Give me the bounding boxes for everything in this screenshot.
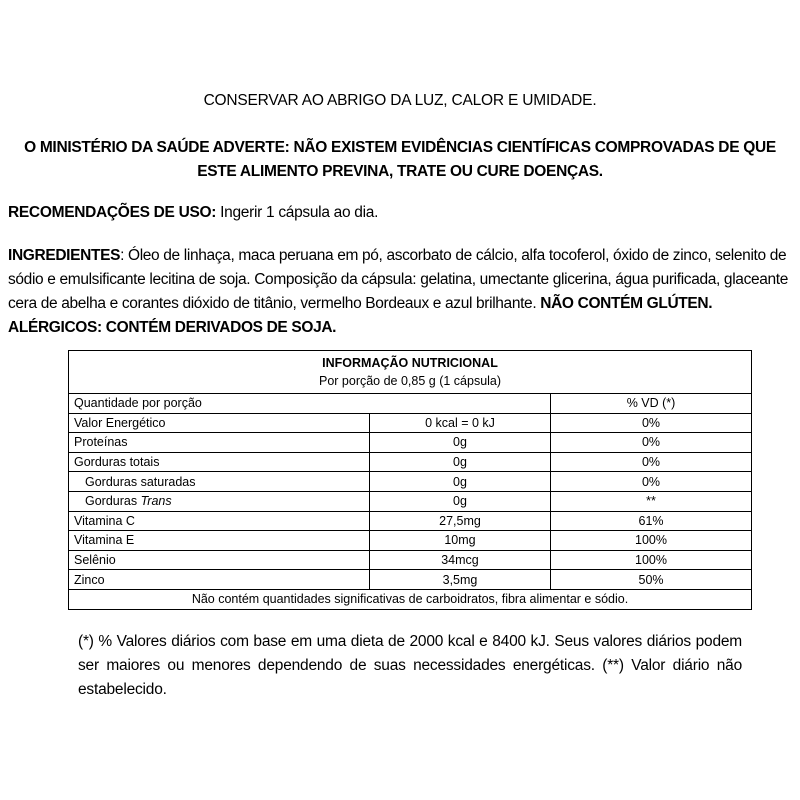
table-row	[69, 570, 752, 590]
nutrient-vd: 0%	[551, 472, 752, 492]
nutrition-table-title-cell	[69, 351, 752, 394]
usage-recommendation	[8, 204, 788, 222]
nutrient-amount: 0g	[370, 472, 551, 492]
table-row	[69, 413, 752, 433]
table-row	[69, 491, 752, 511]
nutrient-name-italic: Trans	[140, 494, 172, 509]
nutrition-table-title: INFORMAÇÃO NUTRICIONAL	[322, 356, 498, 370]
nutrient-name-prefix: Gorduras	[85, 494, 141, 509]
nutrient-name: Valor Energético	[69, 413, 370, 433]
nutrition-table-header-row	[69, 394, 752, 414]
nutrient-vd: 61%	[551, 511, 752, 531]
table-row	[69, 550, 752, 570]
nutrient-amount: 3,5mg	[370, 570, 551, 590]
ingredients-label: INGREDIENTES	[8, 247, 121, 264]
health-warning-line-2: ESTE ALIMENTO PREVINA, TRATE OU CURE DOENÇAS.	[197, 163, 603, 180]
nutrient-vd: **	[551, 491, 752, 511]
usage-label: RECOMENDAÇÕES DE USO:	[8, 204, 217, 221]
portion-header: Quantidade por porção	[69, 394, 551, 414]
nutrient-amount: 0g	[370, 491, 551, 511]
nutrient-name: Proteínas	[69, 433, 370, 453]
nutrient-amount: 34mcg	[370, 550, 551, 570]
nutrient-amount: 10mg	[370, 531, 551, 551]
nutrient-amount: 0 kcal = 0 kJ	[370, 413, 551, 433]
nutrient-amount: 27,5mg	[370, 511, 551, 531]
nutrient-vd: 0%	[551, 452, 752, 472]
nutrient-amount: 0g	[370, 433, 551, 453]
nutrient-amount: 0g	[370, 452, 551, 472]
nutrition-table	[68, 350, 752, 610]
table-row	[69, 511, 752, 531]
nutrient-name: Gorduras saturadas	[69, 472, 370, 492]
nutrition-table-footer-row	[69, 589, 752, 609]
nutrient-name	[69, 491, 370, 511]
nutrition-table-title-row	[69, 351, 752, 394]
nutrient-name: Zinco	[69, 570, 370, 590]
daily-value-footnote: (*) % Valores diários com base em uma dieta de 2000 kcal e 8400 kJ. Seus valores diários podem ser maiores ou menores dependendo de suas necessidades energéticas. (**) Valor diário não estabelecido.	[78, 633, 742, 698]
table-row	[69, 472, 752, 492]
ingredients-paragraph	[8, 244, 788, 340]
nutrient-name: Gorduras totais	[69, 452, 370, 472]
nutrient-vd: 0%	[551, 413, 752, 433]
health-warning	[14, 136, 786, 184]
table-row	[69, 531, 752, 551]
nutrient-name: Vitamina E	[69, 531, 370, 551]
storage-notice: CONSERVAR AO ABRIGO DA LUZ, CALOR E UMIDADE.	[203, 92, 597, 109]
ingredients-text: : Óleo de linhaça, maca peruana em pó, ascorbato de cálcio, alfa tocoferol, óxido de zinco, selenito de sódio e emulsificante lecitina de soja. Composição da cápsula: gelatina, umectante glicerina, água purificada, glaceante cera de abelha e corantes dióxido de titânio, vermelho Bordeaux e azul brilhante.	[8, 247, 789, 312]
nutrient-name: Selênio	[69, 550, 370, 570]
nutrient-vd: 0%	[551, 433, 752, 453]
vd-header: % VD (*)	[551, 394, 752, 414]
health-warning-line-1: O MINISTÉRIO DA SAÚDE ADVERTE: NÃO EXISTEM EVIDÊNCIAS CIENTÍFICAS COMPROVADAS DE QUE	[24, 139, 776, 156]
nutrition-table-footer: Não contém quantidades significativas de carboidratos, fibra alimentar e sódio.	[69, 589, 752, 609]
nutrient-name: Vitamina C	[69, 511, 370, 531]
usage-text: Ingerir 1 cápsula ao dia.	[216, 204, 379, 221]
allergen-notice: NÃO CONTÉM GLÚTEN. ALÉRGICOS: CONTÉM DERIVADOS DE SOJA.	[8, 295, 713, 336]
nutrition-table-subtitle: Por porção de 0,85 g (1 cápsula)	[318, 374, 502, 388]
nutrient-vd: 50%	[551, 570, 752, 590]
nutrient-vd: 100%	[551, 531, 752, 551]
nutrient-vd: 100%	[551, 550, 752, 570]
table-row	[69, 433, 752, 453]
table-row	[69, 452, 752, 472]
